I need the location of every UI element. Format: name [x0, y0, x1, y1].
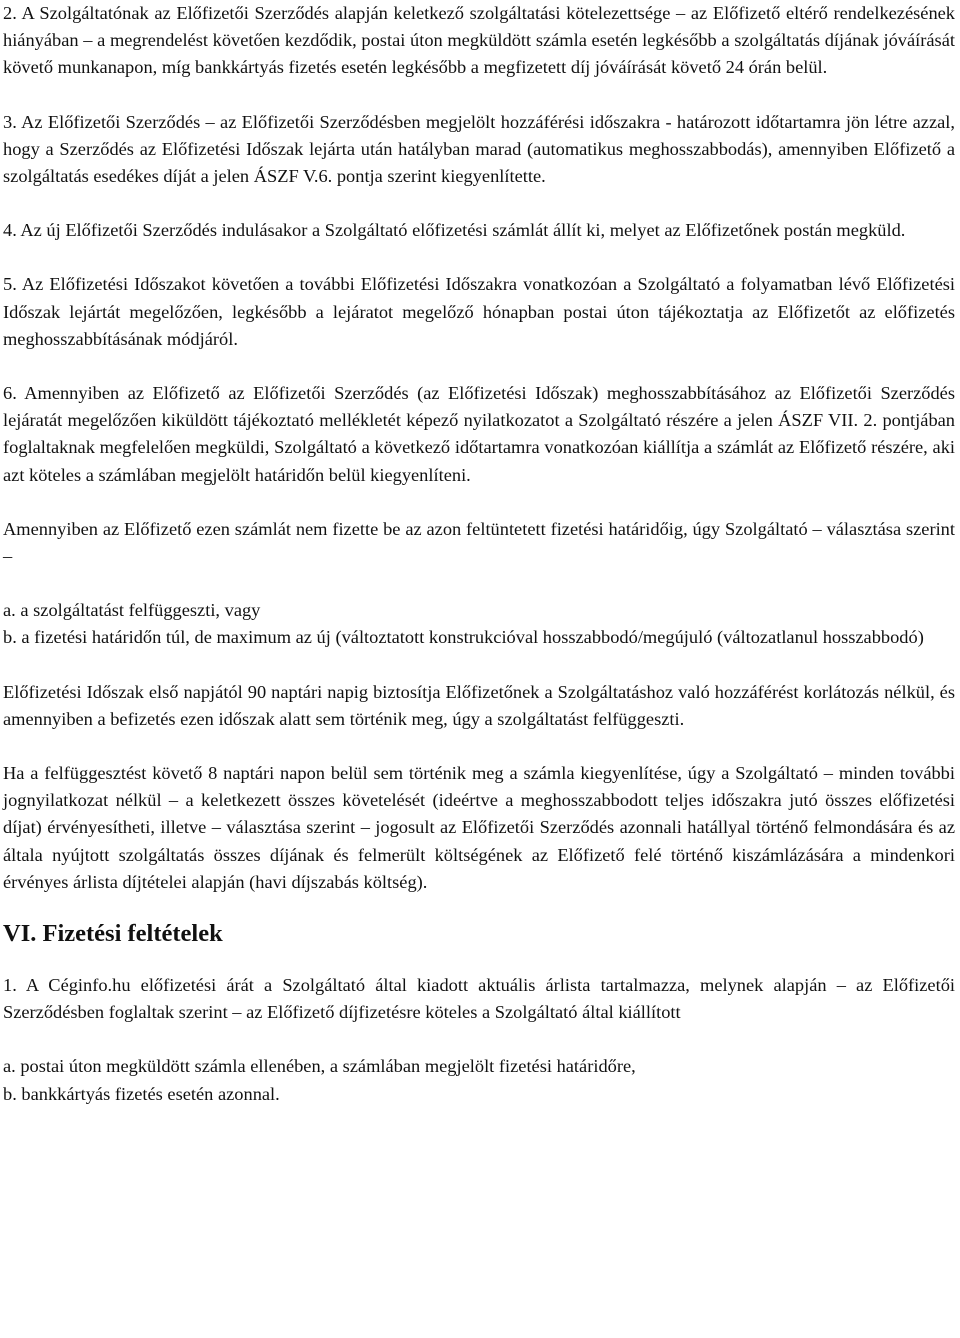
document-page: [3, 0, 955, 1108]
paragraph-6: 6. Amennyiben az Előfizető az Előfizetői Szerződés (az Előfizetési Időszak) meghosszabbításához az Előfizetői Szerződés lejáratát megelőzően kiküldött tájékoztató mellékletét képező nyilatkozatot a Szolgáltató részére a jelen ÁSZF VII. 2. pontjában foglaltaknak megfelelően megküldi, Szolgáltató a következő időtartamra vonatkozóan kiállítja a számlát az Előfizető részére, aki azt köteles a számlában megjelölt határidőn belül kiegyenlíteni.: [3, 383, 955, 485]
paragraph-2: 2. A Szolgáltatónak az Előfizetői Szerződés alapján keletkező szolgáltatási kötelezettsége – az Előfizető eltérő rendelkezésének hiányában – a megrendelést követően kezdődik, postai úton megküldött számla esetén legkésőbb a szolgáltatás díjának jóváírását követő munkanapon, míg bankkártyás fizetés esetén legkésőbb a megfizetett díj jóváírását követő 24 órán belül.: [3, 3, 955, 78]
paragraph-9: Ha a felfüggesztést követő 8 naptári napon belül sem történik meg a számla kiegyenlítése, úgy a Szolgáltató – minden további jognyilatkozat nélkül – a keletkezett összes követelését (ideértve a meghosszabbodott teljes időszakra jutó összes előfizetési díjat) érvényesítheti, illetve – választása szerint – jogosult az Előfizetői Szerződés azonnali hatállyal történő felmondására és az általa nyújtott szolgáltatás összes díjának és felmerült költségének az Előfizető felé történő kiszámlázására a mindenkori érvényes árlista díjtételei alapján (havi díjszabás költség).: [3, 763, 955, 892]
paragraph-4: 4. Az új Előfizetői Szerződés indulásakor a Szolgáltató előfizetési számlát állít ki, melyet az Előfizetőnek postán megküld.: [3, 220, 906, 241]
payment-option-a: a. postai úton megküldött számla ellenében, a számlában megjelölt fizetési határidőre,: [3, 1056, 636, 1077]
section-heading: VI. Fizetési feltételek: [3, 920, 223, 948]
option-b: b. a fizetési határidőn túl, de maximum az új (változtatott konstrukcióval hosszabbodó/megújuló (változatlanul hosszabbodó): [3, 627, 924, 648]
paragraph-7: Amennyiben az Előfizető ezen számlát nem fizette be az azon feltüntetett fizetési határidőig, úgy Szolgáltató – választása szerint –: [3, 518, 955, 567]
section-paragraph-1: 1. A Céginfo.hu előfizetési árát a Szolgáltató által kiadott aktuális árlista tartalmazza, melynek alapján – az Előfizetői Szerződésben foglaltak szerint – az Előfizető díjfizetésre köteles a Szolgáltató által kiállított: [3, 975, 955, 1023]
paragraph-5: 5. Az Előfizetési Időszakot követően a további Előfizetési Időszakra vonatkozóan a Szolgáltató a folyamatban lévő Előfizetési Időszak lejártát megelőzően, legkésőbb a lejáratot megelőző hónapban postai úton tájékoztatja az Előfizetőt az előfizetés meghosszabbításának módjáról.: [3, 274, 955, 349]
paragraph-8: Előfizetési Időszak első napjától 90 naptári napig biztosítja Előfizetőnek a Szolgáltatáshoz való hozzáférést korlátozás nélkül, és amennyiben a befizetés ezen időszak alatt sem történik meg, úgy a szolgáltatást felfüggeszti.: [3, 681, 955, 729]
option-a: a. a szolgáltatást felfüggeszti, vagy: [3, 600, 261, 621]
payment-option-b: b. bankkártyás fizetés esetén azonnal.: [3, 1083, 280, 1104]
paragraph-3: 3. Az Előfizetői Szerződés – az Előfizetői Szerződésben megjelölt hozzáférési időszakra - határozott időtartamra jön létre azzal, hogy a Szerződés az Előfizetési Időszak lejárta után hatályban marad (automatikus meghosszabbodás), amennyiben Előfizető a szolgáltatás esedékes díját a jelen ÁSZF V.6. pontja szerint kiegyenlítette.: [3, 111, 955, 187]
